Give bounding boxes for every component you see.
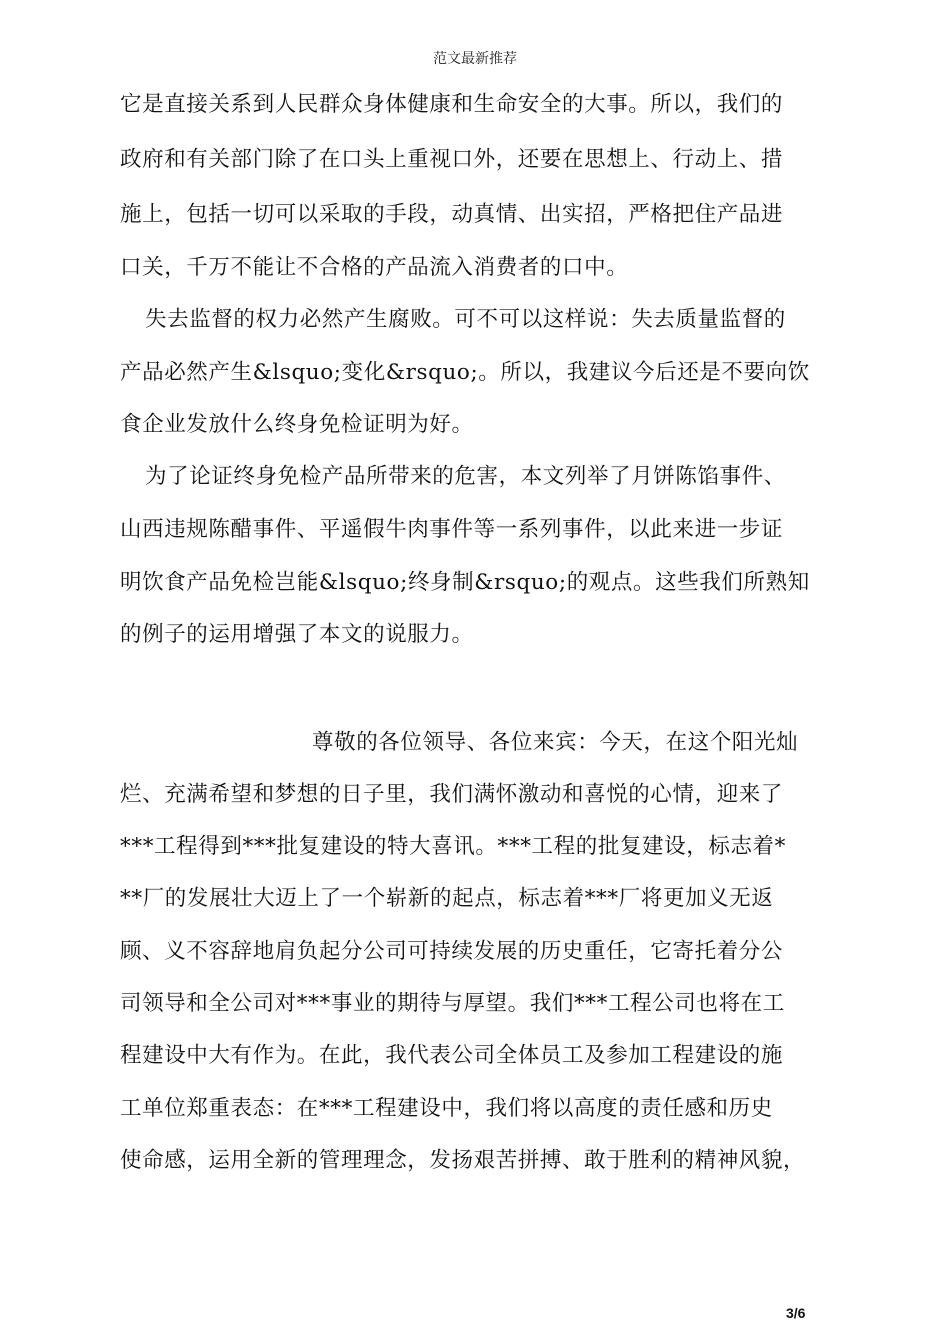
- body-text-line: 烂、充满希望和梦想的日子里，我们满怀激动和喜悦的心情，迎来了: [120, 782, 784, 807]
- body-text-line: 产品必然产生&lsquo;变化&rsquo;。所以，我建议今后还是不要向饮: [120, 360, 810, 385]
- body-text-line: 施上，包括一切可以采取的手段，动真情、出实招，严格把住产品进: [120, 202, 784, 227]
- body-text-line: 使命感，运用全新的管理理念，发扬艰苦拼搏、敢于胜利的精神风貌，: [120, 1148, 806, 1173]
- body-text-line: 尊敬的各位领导、各位来宾：今天，在这个阳光灿: [312, 730, 799, 755]
- body-text-line: 工单位郑重表态：在***工程建设中，我们将以高度的责任感和历史: [120, 1096, 773, 1121]
- body-text-line: 司领导和全公司对***事业的期待与厚望。我们***工程公司也将在工: [120, 991, 785, 1016]
- body-text-line: 为了论证终身免检产品所带来的危害，本文列举了月饼陈馅事件、: [145, 464, 786, 489]
- page-header: 范文最新推荐: [433, 51, 517, 67]
- body-text-line: 食企业发放什么终身免检证明为好。: [120, 412, 474, 437]
- body-text-line: 口关，千万不能让不合格的产品流入消费者的口中。: [120, 255, 629, 280]
- body-text-line: 它是直接关系到人民群众身体健康和生命安全的大事。所以，我们的: [120, 92, 784, 117]
- body-text-line: 程建设中大有作为。在此，我代表公司全体员工及参加工程建设的施: [120, 1043, 784, 1068]
- body-text-line: 顾、义不容辞地肩负起分公司可持续发展的历史重任，它寄托着分公: [120, 939, 784, 964]
- body-text-line: 山西违规陈醋事件、平遥假牛肉事件等一系列事件，以此来进一步证: [120, 517, 784, 542]
- body-text-line: **厂的发展壮大迈上了一个崭新的起点，标志着***厂将更加义无返: [120, 886, 774, 911]
- page-number: 3/6: [786, 1305, 806, 1321]
- body-text-line: 明饮食产品免检岂能&lsquo;终身制&rsquo;的观点。这些我们所熟知: [120, 570, 810, 595]
- body-text-line: 的例子的运用增强了本文的说服力。: [120, 622, 474, 647]
- body-text-line: ***工程得到***批复建设的特大喜讯。***工程的批复建设，标志着*: [120, 834, 787, 859]
- body-text-line: 失去监督的权力必然产生腐败。可不可以这样说：失去质量监督的: [145, 307, 786, 332]
- body-text-line: 政府和有关部门除了在口头上重视口外，还要在思想上、行动上、措: [120, 147, 784, 172]
